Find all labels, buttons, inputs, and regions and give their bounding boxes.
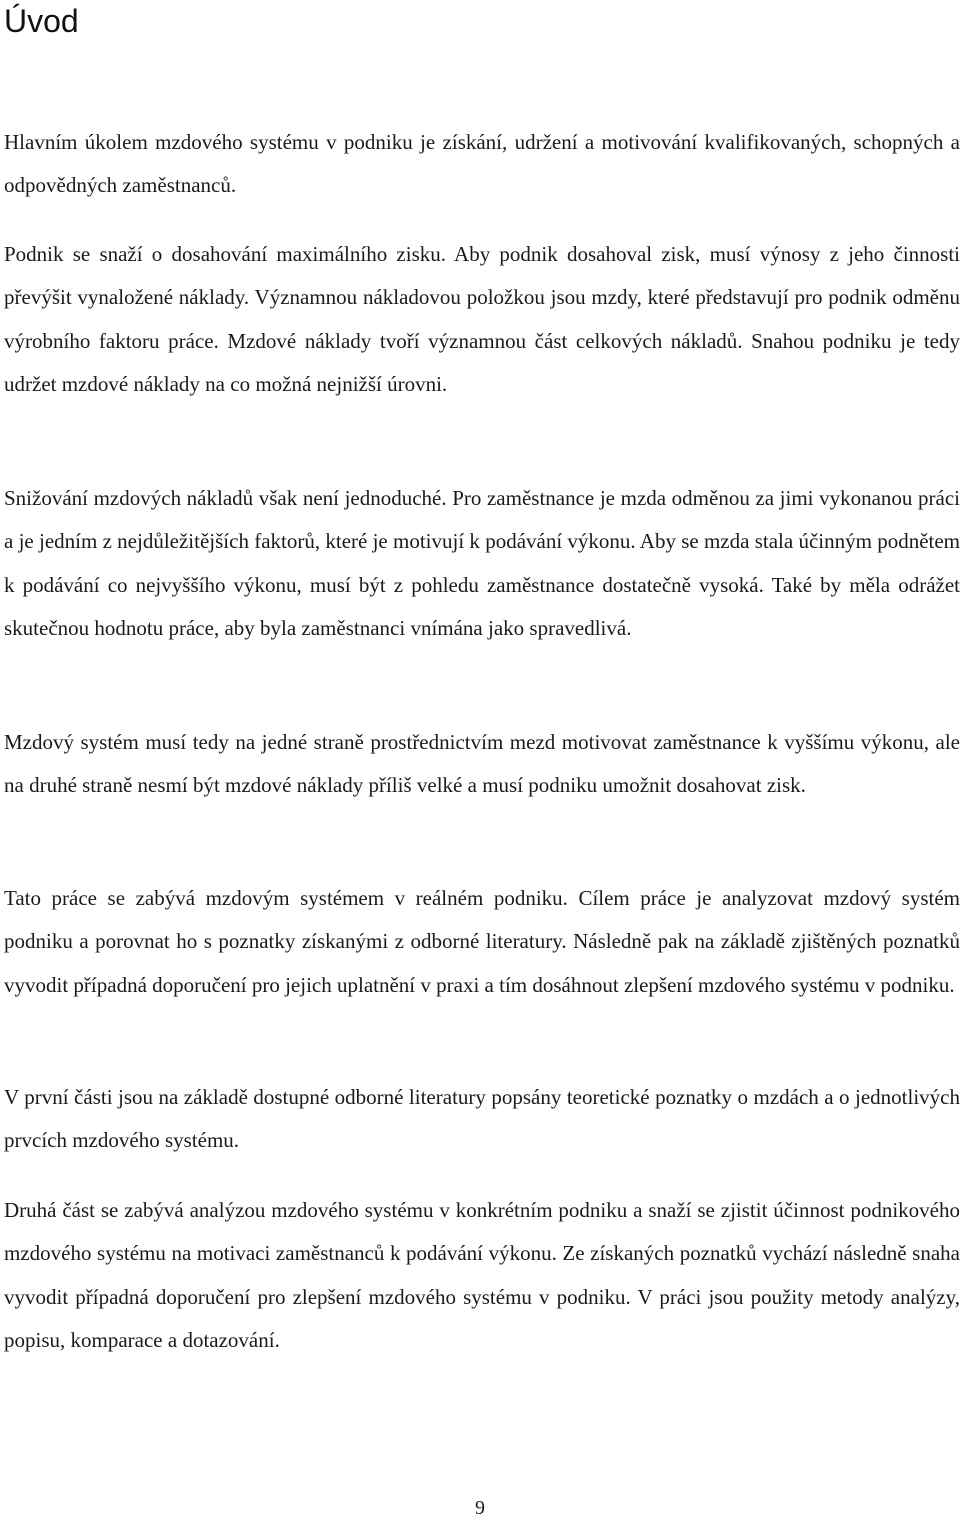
paragraph-1: Hlavním úkolem mzdového systému v podniku je získání, udržení a motivování kvalifikovaných, schopných a odpovědných zaměstnanců. xyxy=(4,130,960,198)
paragraph-4: Mzdový systém musí tedy na jedné straně prostřednictvím mezd motivovat zaměstnance k vyššímu výkonu, ale na druhé straně nesmí být mzdové náklady příliš velké a musí podniku umožnit dosahovat zisk. xyxy=(4,730,960,798)
page-number: 9 xyxy=(475,1497,485,1519)
paragraph-2: Podnik se snaží o dosahování maximálního zisku. Aby podnik dosahoval zisk, musí výnosy z jeho činnosti převýšit vynaložené náklady. Významnou nákladovou položkou jsou mzdy, které představují pro podnik odměnu výrobního faktoru práce. Mzdové náklady tvoří významnou část celkových nákladů. Snahou podniku je tedy udržet mzdové náklady na co možná nejnižší úrovni. xyxy=(4,242,960,396)
paragraph-3: Snižování mzdových nákladů však není jednoduché. Pro zaměstnance je mzda odměnou za jimi vykonanou práci a je jedním z nejdůležitějších faktorů, které je motivují k podávání výkonu. Aby se mzda stala účinným podnětem k podávání co nejvyššího výkonu, musí být z pohledu zaměstnance dostatečně vysoká. Také by měla odrážet skutečnou hodnotu práce, aby byla zaměstnanci vnímána jako spravedlivá. xyxy=(4,486,960,640)
paragraph-7: Druhá část se zabývá analýzou mzdového systému v konkrétním podniku a snaží se zjistit účinnost podnikového mzdového systému na motivaci zaměstnanců k podávání výkonu. Ze získaných poznatků vychází následně snaha vyvodit případná doporučení pro zlepšení mzdového systému v podniku. V práci jsou použity metody analýzy, popisu, komparace a dotazování. xyxy=(4,1198,960,1352)
paragraph-5: Tato práce se zabývá mzdovým systémem v reálném podniku. Cílem práce je analyzovat mzdový systém podniku a porovnat ho s poznatky získanými z odborné literatury. Následně pak na základě zjištěných poznatků vyvodit případná doporučení pro jejich uplatnění v praxi a tím dosáhnout zlepšení mzdového systému v podniku. xyxy=(4,886,960,997)
paragraph-6: V první části jsou na základě dostupné odborné literatury popsány teoretické poznatky o mzdách a o jednotlivých prvcích mzdového systému. xyxy=(4,1085,960,1153)
section-heading: Úvod xyxy=(4,3,79,39)
